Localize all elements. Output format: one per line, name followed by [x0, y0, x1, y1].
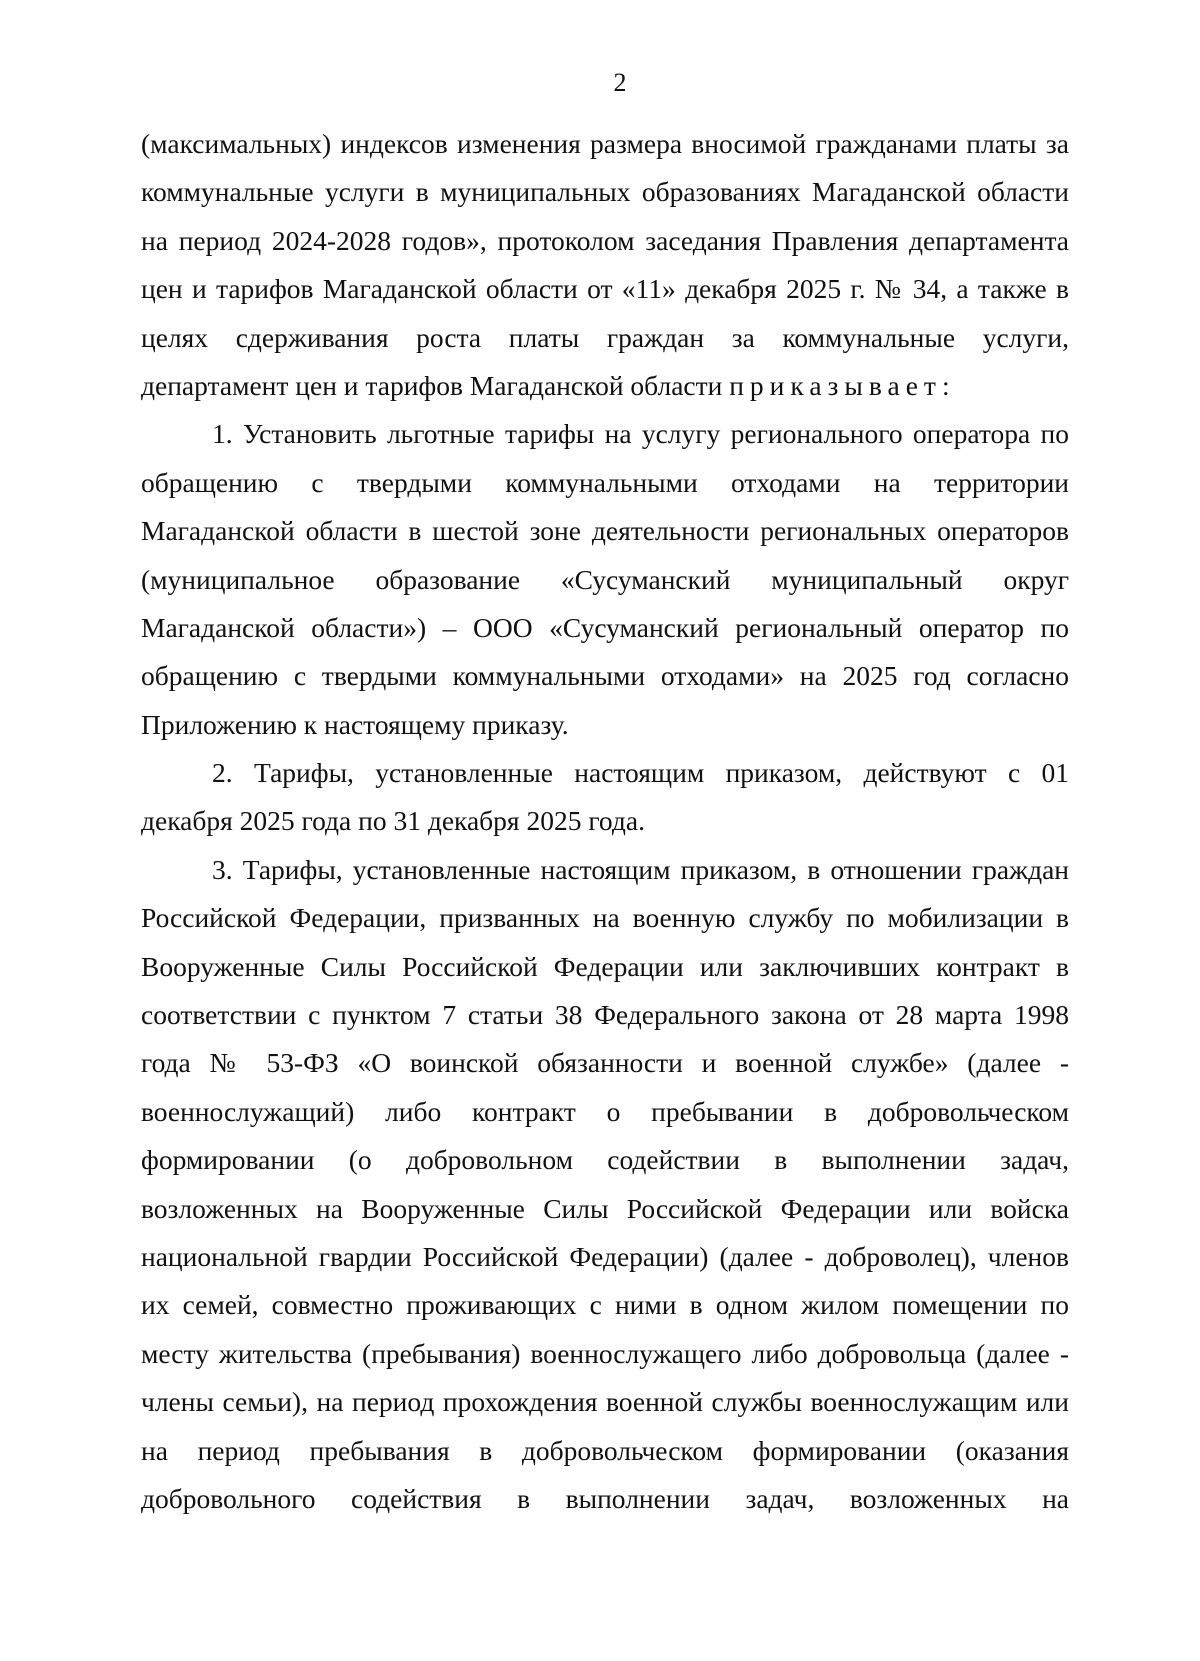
- text-line: члены семьи), на период прохождения военной службы военнослужащим или: [141, 1386, 1069, 1418]
- paragraph-item-2: [141, 749, 1069, 846]
- order-word: приказывает:: [729, 369, 956, 401]
- paragraph-item-1: [141, 410, 1069, 749]
- text-line: (муниципальное образование «Сусуманский муниципальный округ: [141, 563, 1069, 595]
- paragraph-preamble: [141, 120, 1069, 410]
- text-line: военнослужащий) либо контракт о пребывании в добровольческом: [141, 1095, 1069, 1127]
- text-line: Магаданской области в шестой зоне деятельности региональных операторов: [141, 515, 1069, 547]
- text-line-with-order-word: [141, 362, 1069, 410]
- text-line: Приложению к настоящему приказу.: [141, 708, 569, 740]
- text-line: на период пребывания в добровольческом формировании (оказания: [141, 1434, 1069, 1466]
- text-line: 3. Тарифы, установленные настоящим приказом, в отношении граждан: [212, 853, 1069, 885]
- text-line: национальной гвардии Российской Федерации) (далее - доброволец), членов: [141, 1240, 1069, 1272]
- page-number: 2: [613, 68, 627, 97]
- text-line: формировании (о добровольном содействии в выполнении задач,: [141, 1144, 1069, 1176]
- text-fragment: департамент цен и тарифов Магаданской области: [141, 369, 723, 401]
- text-line: добровольного содействия в выполнении задач, возложенных на: [141, 1482, 1069, 1514]
- text-line: на период 2024-2028 годов», протоколом заседания Правления департамента: [141, 224, 1069, 256]
- text-line: соответствии с пунктом 7 статьи 38 Федерального закона от 28 марта 1998: [141, 999, 1069, 1031]
- text-line: цен и тарифов Магаданской области от «11» декабря 2025 г. № 34, а также в: [141, 273, 1069, 305]
- text-line: 2. Тарифы, установленные настоящим приказом, действуют с 01: [212, 757, 1069, 789]
- text-line: возложенных на Вооруженные Силы Российской Федерации или войска: [141, 1192, 1069, 1224]
- text-line: года № 53-ФЗ «О воинской обязанности и военной службе» (далее -: [141, 1047, 1069, 1079]
- text-line: Вооруженные Силы Российской Федерации или заключивших контракт в: [141, 950, 1069, 982]
- text-line: 1. Установить льготные тарифы на услугу регионального оператора по: [212, 418, 1069, 450]
- document-body: [141, 120, 1069, 1523]
- text-line: Российской Федерации, призванных на военную службу по мобилизации в: [141, 902, 1069, 934]
- text-line: Магаданской области») – ООО «Сусуманский региональный оператор по: [141, 611, 1069, 643]
- paragraph-item-3: [141, 846, 1069, 1523]
- text-line: целях сдерживания роста платы граждан за коммунальные услуги,: [141, 321, 1069, 353]
- text-line: коммунальные услуги в муниципальных образованиях Магаданской области: [141, 176, 1069, 208]
- text-line: их семей, совместно проживающих с ними в одном жилом помещении по: [141, 1289, 1069, 1321]
- text-line: обращению с твердыми коммунальными отходами» на 2025 год согласно: [141, 660, 1069, 692]
- text-line: декабря 2025 года по 31 декабря 2025 года.: [141, 805, 645, 837]
- text-line: месту жительства (пребывания) военнослужащего либо добровольца (далее -: [141, 1337, 1069, 1369]
- text-line: (максимальных) индексов изменения размера вносимой гражданами платы за: [141, 128, 1069, 159]
- text-line: обращению с твердыми коммунальными отходами на территории: [141, 466, 1069, 498]
